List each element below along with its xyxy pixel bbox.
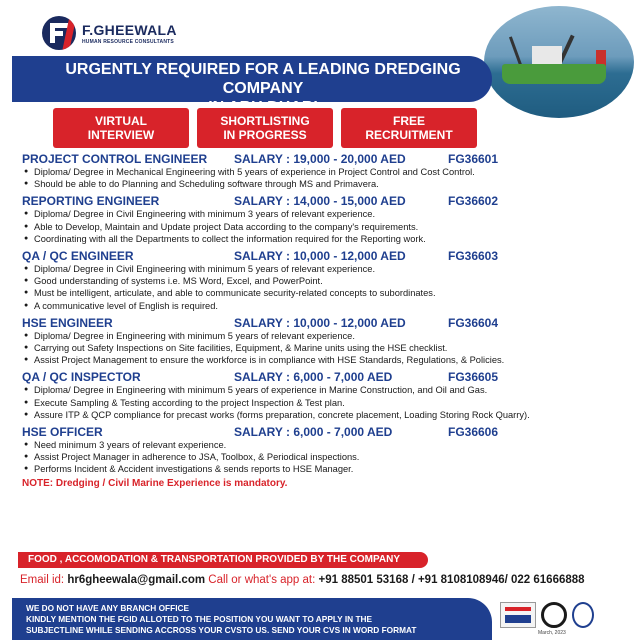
job-bullet: ● A communicative level of English is required. [22,300,632,312]
job-qa-qc-inspector [22,370,632,421]
benefits-banner: FOOD , ACCOMODATION & TRANSPORTATION PROVIDED BY THE COMPANY [18,552,428,568]
job-code: FG36601 [448,152,499,166]
company-subtitle: HUMAN RESOURCE CONSULTANTS [82,38,174,45]
headline-banner [12,56,492,102]
job-project-control-engineer [22,152,632,190]
job-bullet: ● Coordinating with all the Departments to collect the information required for the Reporting work. [22,233,632,245]
job-bullet: ● Should be able to do Planning and Scheduling software through MS and Primavera. [22,178,632,190]
job-bullet: ● Assist Project Manager in adherence to JSA, Toolbox, & Periodical inspections. [22,451,632,463]
footer-line-1: WE DO NOT HAVE ANY BRANCH OFFICE [26,603,190,613]
job-bullet: ● Must be intelligent, articulate, and able to communicate security-related concepts to subordinates. [22,287,632,299]
certification-seal-icon [541,602,567,628]
job-bullet: ● Assure ITP & QCP compliance for precast works (forms preparation, concrete placement, Loading Storing Rock Quarry). [22,409,632,421]
job-bullet: ● Diploma/ Degree in Engineering with minimum 5 years of relevant experience. [22,330,632,342]
badge-virtual-interview: VIRTUAL INTERVIEW [53,108,189,148]
job-bullet: ● Diploma/ Degree in Civil Engineering with minimum 3 years of relevant experience. [22,208,632,220]
job-salary: SALARY : 14,000 - 15,000 AED [234,194,406,209]
job-bullet: ● Carrying out Safety Inspections on Site facilities, Equipment, & Marine units using the HSE checklist. [22,342,632,354]
job-salary: SALARY : 19,000 - 20,000 AED [234,152,406,166]
footer-banner [12,598,492,640]
job-title: QA / QC INSPECTOR [22,370,141,385]
job-hse-engineer [22,316,632,367]
certifications [500,600,630,630]
badge-shortlisting: SHORTLISTING IN PROGRESS [197,108,333,148]
job-bullet: ● Execute Sampling & Testing according to the project Inspection & Test plan. [22,397,632,409]
job-qa-qc-engineer [22,249,632,312]
email-address[interactable]: hr6gheewala@gmail.com [67,574,206,586]
job-bullet: ● Performs Incident & Accident investigations & sends reports to HSE Manager. [22,463,632,475]
job-title: REPORTING ENGINEER [22,194,160,209]
job-bullet: ● Good understanding of systems i.e. MS Word, Excel, and PowerPoint. [22,275,632,287]
email-label: Email id: [20,574,65,586]
ukas-seal-icon [572,602,594,628]
company-logo [42,16,177,50]
job-code: FG36606 [448,425,499,440]
job-salary: SALARY : 6,000 - 7,000 AED [234,425,393,440]
logo-mark-icon [42,16,76,50]
badge-free-recruitment: FREE RECRUITMENT [341,108,477,148]
company-name: F.GHEEWALA [82,21,177,38]
job-title: HSE ENGINEER [22,315,113,330]
job-bullet: ● Diploma/ Degree in Mechanical Engineering with 5 years of experience in Project Control and Cost Control. [22,166,632,178]
job-code: FG36603 [448,249,499,264]
job-salary: SALARY : 10,000 - 12,000 AED [234,249,406,264]
job-title: PROJECT CONTROL ENGINEER [22,152,208,166]
job-bullet: ● Need minimum 3 years of relevant experience. [22,439,632,451]
job-bullet: ● Assist Project Management to ensure the workforce is in compliance with HSE Standards, Regulations, & Policies. [22,354,632,366]
accreditation-logo-icon [500,602,536,628]
phone-numbers[interactable]: +91 88501 53168 / +91 8108108946/ 022 61666888 [318,574,585,586]
job-bullet: ● Diploma/ Degree in Engineering with minimum 5 years of experience in Marine Construction, and Oil and Gas. [22,384,632,396]
job-code: FG36605 [448,370,499,385]
job-title: HSE OFFICER [22,425,103,440]
dredging-ship-photo [484,6,634,118]
phone-label: Call or what's app at: [208,574,316,586]
cert-date: March, 2023 [538,630,566,636]
job-code: FG36602 [448,194,499,209]
job-bullet: ● Diploma/ Degree in Civil Engineering with minimum 5 years of relevant experience. [22,263,632,275]
mandatory-note: NOTE: Dredging / Civil Marine Experience is mandatory. [22,477,288,489]
headline-line-1: URGENTLY REQUIRED FOR A LEADING DREDGING COMPANY [65,61,461,97]
job-title: QA / QC ENGINEER [22,249,134,264]
job-hse-officer [22,425,632,476]
job-list [22,148,632,489]
job-reporting-engineer [22,194,632,245]
job-bullet: ● Able to Develop, Maintain and Update project Data according to the company's requirements. [22,221,632,233]
job-salary: SALARY : 6,000 - 7,000 AED [234,370,393,385]
footer-line-3: SUBJECTLINE WHILE SENDING ACCROSS YOUR CVSTO US. SEND YOUR CVS IN WORD FORMAT [26,625,417,635]
contact-line [20,574,585,586]
job-code: FG36604 [448,315,499,330]
footer-line-2: KINDLY MENTION THE FGID ALLOTED TO THE POSITION YOU WANT TO APPLY IN THE [26,614,373,624]
job-salary: SALARY : 10,000 - 12,000 AED [234,315,406,330]
